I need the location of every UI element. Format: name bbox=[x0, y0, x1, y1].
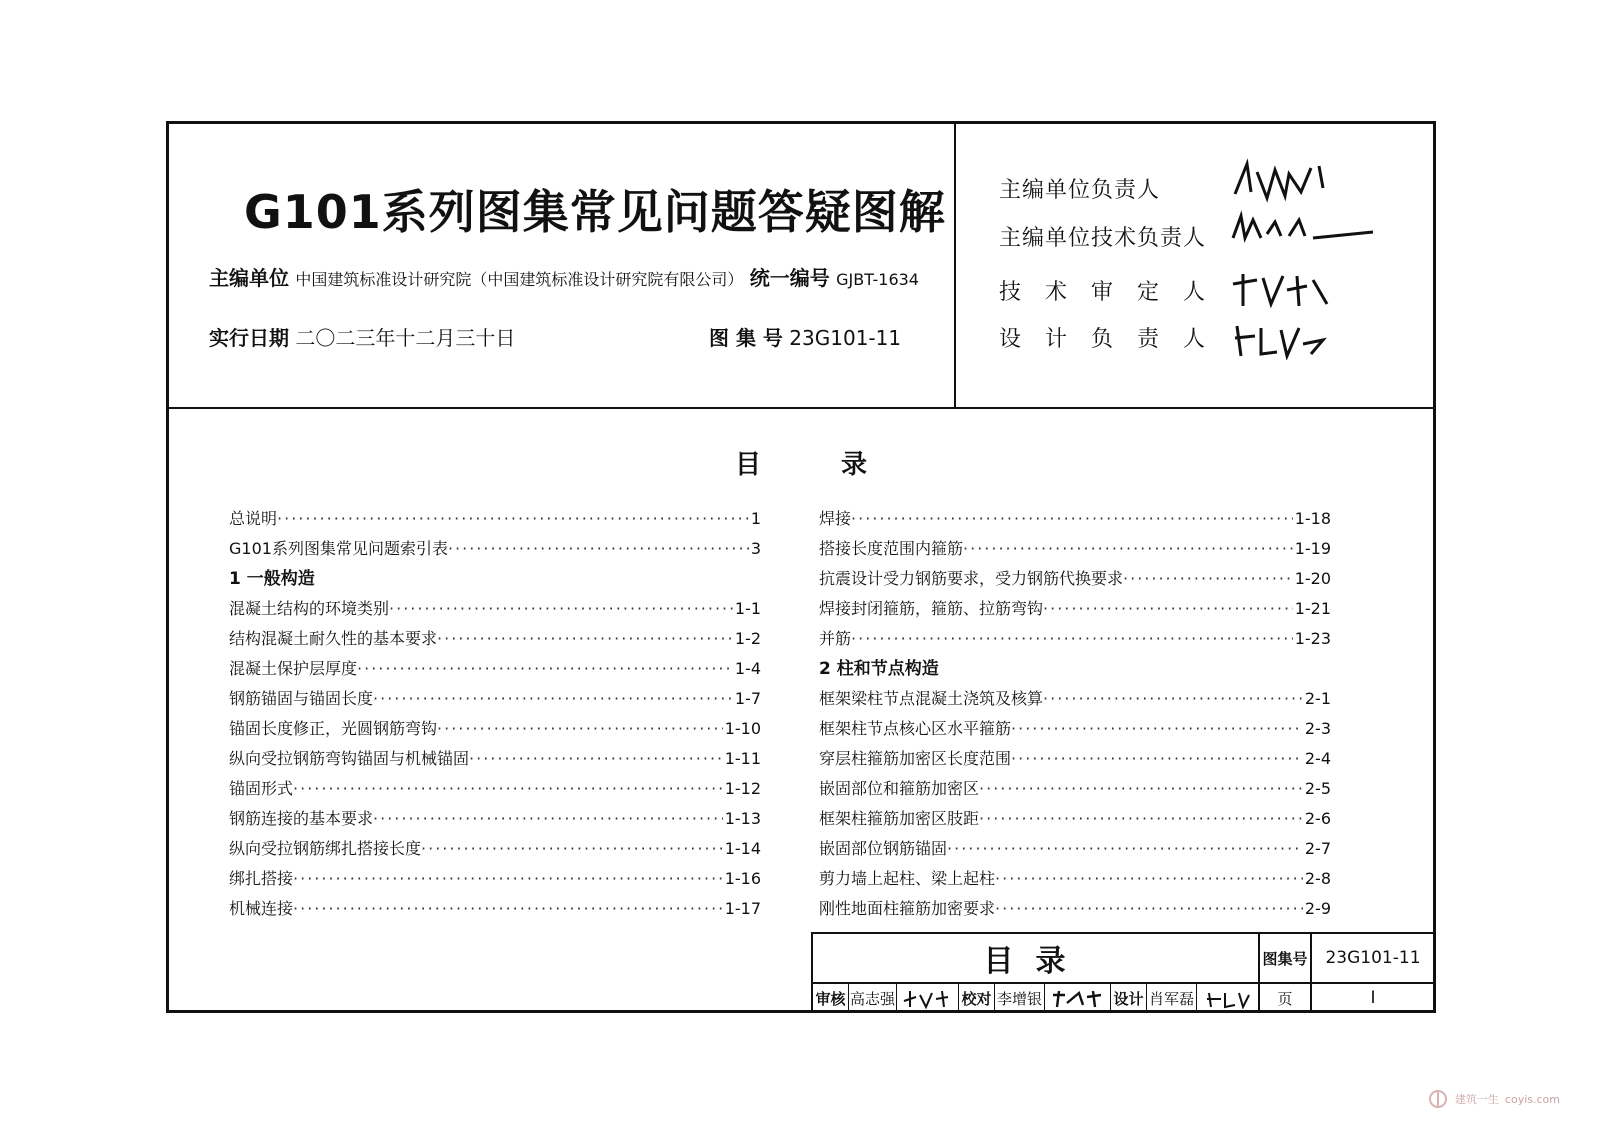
toc-entry-page: 1-2 bbox=[734, 629, 761, 648]
toc-entry-page: 1-4 bbox=[734, 659, 761, 678]
toc-entry[interactable] bbox=[819, 564, 1331, 594]
role-chief-unit: 主编单位负责人 bbox=[999, 178, 1161, 203]
toc-section-heading: 1 一般构造 bbox=[229, 569, 315, 589]
toc-entry[interactable] bbox=[229, 654, 761, 684]
toc-entry-label: 框架柱箍筋加密区肢距 bbox=[819, 809, 980, 828]
toc-entry-label: 嵌固部位钢筋锚固 bbox=[819, 839, 948, 858]
toc-entry[interactable] bbox=[229, 804, 761, 834]
toc-entry-page: 2-5 bbox=[1304, 779, 1331, 798]
toc-entry[interactable] bbox=[819, 744, 1331, 774]
toc-leader-dots bbox=[979, 804, 1303, 834]
toc-entry[interactable] bbox=[819, 594, 1331, 624]
toc-entry-page: 1-20 bbox=[1294, 569, 1331, 588]
toc-entry-label: 混凝土保护层厚度 bbox=[229, 659, 358, 678]
toc-entry-label: 刚性地面柱箍筋加密要求 bbox=[819, 899, 996, 918]
toc-entry-label: 穿层柱箍筋加密区长度范围 bbox=[819, 749, 1012, 768]
toc-entry-page: 1-14 bbox=[724, 839, 761, 858]
toc-entry-label: 并筋 bbox=[819, 629, 852, 648]
signature-3 bbox=[1227, 266, 1337, 310]
toc-entry[interactable] bbox=[229, 834, 761, 864]
page-title: G101系列图集常见问题答疑图解 bbox=[244, 185, 946, 239]
signature-4 bbox=[1227, 316, 1337, 360]
toc-leader-dots bbox=[293, 864, 723, 894]
atlas-label: 图 集 号 bbox=[709, 326, 783, 350]
toc-leader-dots bbox=[437, 714, 723, 744]
check-label: 校对 bbox=[959, 984, 995, 1012]
review-name: 高志强 bbox=[849, 984, 897, 1012]
toc-leader-dots bbox=[357, 654, 733, 684]
toc-entry-page: 1-12 bbox=[724, 779, 761, 798]
toc-entry-page: 1-7 bbox=[734, 689, 761, 708]
toc-leader-dots bbox=[947, 834, 1303, 864]
unified-label: 统一编号 bbox=[749, 266, 830, 290]
design-signature bbox=[1197, 984, 1260, 1012]
drawing-frame bbox=[166, 121, 1436, 1013]
toc-entry-label: 锚固形式 bbox=[229, 779, 294, 798]
editor-label: 主编单位 bbox=[209, 266, 289, 290]
toc-entry-label: 框架梁柱节点混凝土浇筑及核算 bbox=[819, 689, 1044, 708]
toc-heading: 目录 bbox=[734, 450, 947, 480]
page-value: I bbox=[1370, 988, 1376, 1008]
toc-entry-label: 剪力墙上起柱、梁上起柱 bbox=[819, 869, 996, 888]
toc-entry-page: 2-8 bbox=[1304, 869, 1331, 888]
toc-leader-dots bbox=[389, 594, 733, 624]
toc-entry[interactable] bbox=[229, 684, 761, 714]
toc-leader-dots bbox=[437, 624, 733, 654]
toc-leader-dots bbox=[1011, 744, 1303, 774]
date-line bbox=[209, 322, 515, 351]
toc-entry-label: 框架柱节点核心区水平箍筋 bbox=[819, 719, 1012, 738]
role-design-lead: 设 计 负 责 人 bbox=[999, 327, 1207, 352]
toc-entry-page: 1-23 bbox=[1294, 629, 1331, 648]
toc-leader-dots bbox=[421, 834, 723, 864]
toc-entry[interactable] bbox=[819, 894, 1331, 924]
check-signature bbox=[1045, 984, 1111, 1012]
toc-entry-label: 结构混凝土耐久性的基本要求 bbox=[229, 629, 438, 648]
toc-entry[interactable] bbox=[229, 534, 761, 564]
toc-section-heading: 2 柱和节点构造 bbox=[819, 659, 939, 679]
toc-leader-dots bbox=[373, 684, 733, 714]
watermark-text-cn: 建筑一生 bbox=[1454, 1093, 1499, 1106]
review-label: 审核 bbox=[813, 984, 849, 1012]
toc-entry-page: 2-6 bbox=[1304, 809, 1331, 828]
design-name: 肖军磊 bbox=[1147, 984, 1197, 1012]
check-name: 李增银 bbox=[995, 984, 1045, 1012]
toc-entry[interactable] bbox=[819, 804, 1331, 834]
toc-entry-page: 1-18 bbox=[1294, 509, 1331, 528]
toc-entry-page: 1-10 bbox=[724, 719, 761, 738]
toc-entry[interactable] bbox=[819, 534, 1331, 564]
toc-column-right bbox=[819, 504, 1331, 924]
toc-entry-label: 搭接长度范围内箍筋 bbox=[819, 539, 964, 558]
toc-entry-label: 焊接封闭箍筋，箍筋、拉筋弯钩 bbox=[819, 599, 1044, 618]
header-divider bbox=[954, 124, 956, 407]
toc-entry-label: G101系列图集常见问题索引表 bbox=[229, 539, 448, 558]
toc-entry[interactable] bbox=[819, 624, 1331, 654]
title-block-atlas-value: 23G101-11 bbox=[1312, 934, 1434, 984]
title-block-atlas-label: 图集号 bbox=[1260, 934, 1312, 984]
toc-leader-dots bbox=[963, 534, 1293, 564]
toc-entry[interactable] bbox=[819, 684, 1331, 714]
toc-entry-page: 1-11 bbox=[724, 749, 761, 768]
role-chief-tech: 主编单位技术负责人 bbox=[999, 226, 1207, 251]
design-label: 设计 bbox=[1111, 984, 1147, 1012]
toc-leader-dots bbox=[851, 504, 1293, 534]
header-block bbox=[169, 124, 1433, 409]
toc-entry-page: 2-7 bbox=[1304, 839, 1331, 858]
title-block bbox=[811, 932, 1436, 1012]
toc-entry-label: 纵向受拉钢筋绑扎搭接长度 bbox=[229, 839, 422, 858]
toc-entry-page: 1-13 bbox=[724, 809, 761, 828]
atlas-value: 23G101-11 bbox=[789, 326, 902, 350]
toc-entry[interactable] bbox=[229, 744, 761, 774]
toc-leader-dots bbox=[373, 804, 723, 834]
toc-entry[interactable] bbox=[819, 834, 1331, 864]
unified-value: GJBT-1634 bbox=[836, 270, 919, 289]
toc-leader-dots bbox=[293, 894, 723, 924]
page-label: 页 bbox=[1260, 984, 1312, 1012]
toc-entry-label: 嵌固部位和箍筋加密区 bbox=[819, 779, 980, 798]
toc-entry-page: 3 bbox=[750, 539, 761, 558]
title-block-name: 目录 bbox=[813, 934, 1260, 984]
toc-leader-dots bbox=[1011, 714, 1303, 744]
toc-leader-dots bbox=[448, 534, 749, 564]
toc-entry[interactable] bbox=[229, 894, 761, 924]
toc-leader-dots bbox=[1123, 564, 1293, 594]
toc-entry-page: 2-9 bbox=[1304, 899, 1331, 918]
toc-leader-dots bbox=[1043, 684, 1303, 714]
toc-leader-dots bbox=[995, 864, 1303, 894]
date-value: 二〇二三年十二月三十日 bbox=[295, 326, 516, 350]
toc-entry-page: 1-21 bbox=[1294, 599, 1331, 618]
toc-entry[interactable] bbox=[819, 864, 1331, 894]
atlas-line bbox=[709, 322, 901, 351]
toc-entry-page: 2-3 bbox=[1304, 719, 1331, 738]
toc-entry-page: 1-17 bbox=[724, 899, 761, 918]
toc-leader-dots bbox=[293, 774, 723, 804]
toc-entry[interactable] bbox=[229, 864, 761, 894]
role-tech-review: 技 术 审 定 人 bbox=[999, 280, 1207, 305]
toc-leader-dots bbox=[277, 504, 749, 534]
toc-entry-label: 绑扎搭接 bbox=[229, 869, 294, 888]
watermark bbox=[1427, 1088, 1560, 1110]
editor-value: 中国建筑标准设计研究院（中国建筑标准设计研究院有限公司） bbox=[295, 270, 744, 289]
toc-entry-page: 1-16 bbox=[724, 869, 761, 888]
toc-entry-label: 锚固长度修正，光圆钢筋弯钩 bbox=[229, 719, 438, 738]
toc-column-left bbox=[229, 504, 761, 924]
toc-entry[interactable] bbox=[819, 714, 1331, 744]
signature-2 bbox=[1227, 208, 1377, 248]
toc-leader-dots bbox=[1043, 594, 1293, 624]
toc-leader-dots bbox=[469, 744, 723, 774]
toc-entry-page: 1-1 bbox=[734, 599, 761, 618]
toc-entry-label: 焊接 bbox=[819, 509, 852, 528]
review-signature bbox=[897, 984, 959, 1012]
toc-leader-dots bbox=[995, 894, 1303, 924]
toc-entry-label: 钢筋锚固与锚固长度 bbox=[229, 689, 374, 708]
toc-entry-label: 钢筋连接的基本要求 bbox=[229, 809, 374, 828]
toc-leader-dots bbox=[851, 624, 1293, 654]
toc-entry[interactable] bbox=[229, 624, 761, 654]
toc-entry[interactable] bbox=[819, 504, 1331, 534]
toc-entry-label: 机械连接 bbox=[229, 899, 294, 918]
toc-entry-page: 1 bbox=[750, 509, 761, 528]
toc-entry-page: 1-19 bbox=[1294, 539, 1331, 558]
editor-line bbox=[209, 262, 919, 291]
toc-entry-label: 总说明 bbox=[229, 509, 278, 528]
watermark-logo-icon bbox=[1427, 1088, 1449, 1110]
watermark-text-url: coyis.com bbox=[1504, 1092, 1560, 1106]
toc-entry-page: 2-1 bbox=[1304, 689, 1331, 708]
toc-leader-dots bbox=[979, 774, 1303, 804]
toc-entry-label: 抗震设计受力钢筋要求，受力钢筋代换要求 bbox=[819, 569, 1124, 588]
toc-entry[interactable] bbox=[229, 714, 761, 744]
toc-entry[interactable] bbox=[819, 774, 1331, 804]
toc-entry[interactable] bbox=[229, 774, 761, 804]
toc-entry[interactable] bbox=[229, 594, 761, 624]
toc-entry-label: 混凝土结构的环境类别 bbox=[229, 599, 390, 618]
toc-entry-label: 纵向受拉钢筋弯钩锚固与机械锚固 bbox=[229, 749, 470, 768]
date-label: 实行日期 bbox=[209, 326, 289, 350]
toc-entry[interactable] bbox=[229, 504, 761, 534]
signature-1 bbox=[1227, 152, 1337, 212]
toc-entry-page: 2-4 bbox=[1304, 749, 1331, 768]
